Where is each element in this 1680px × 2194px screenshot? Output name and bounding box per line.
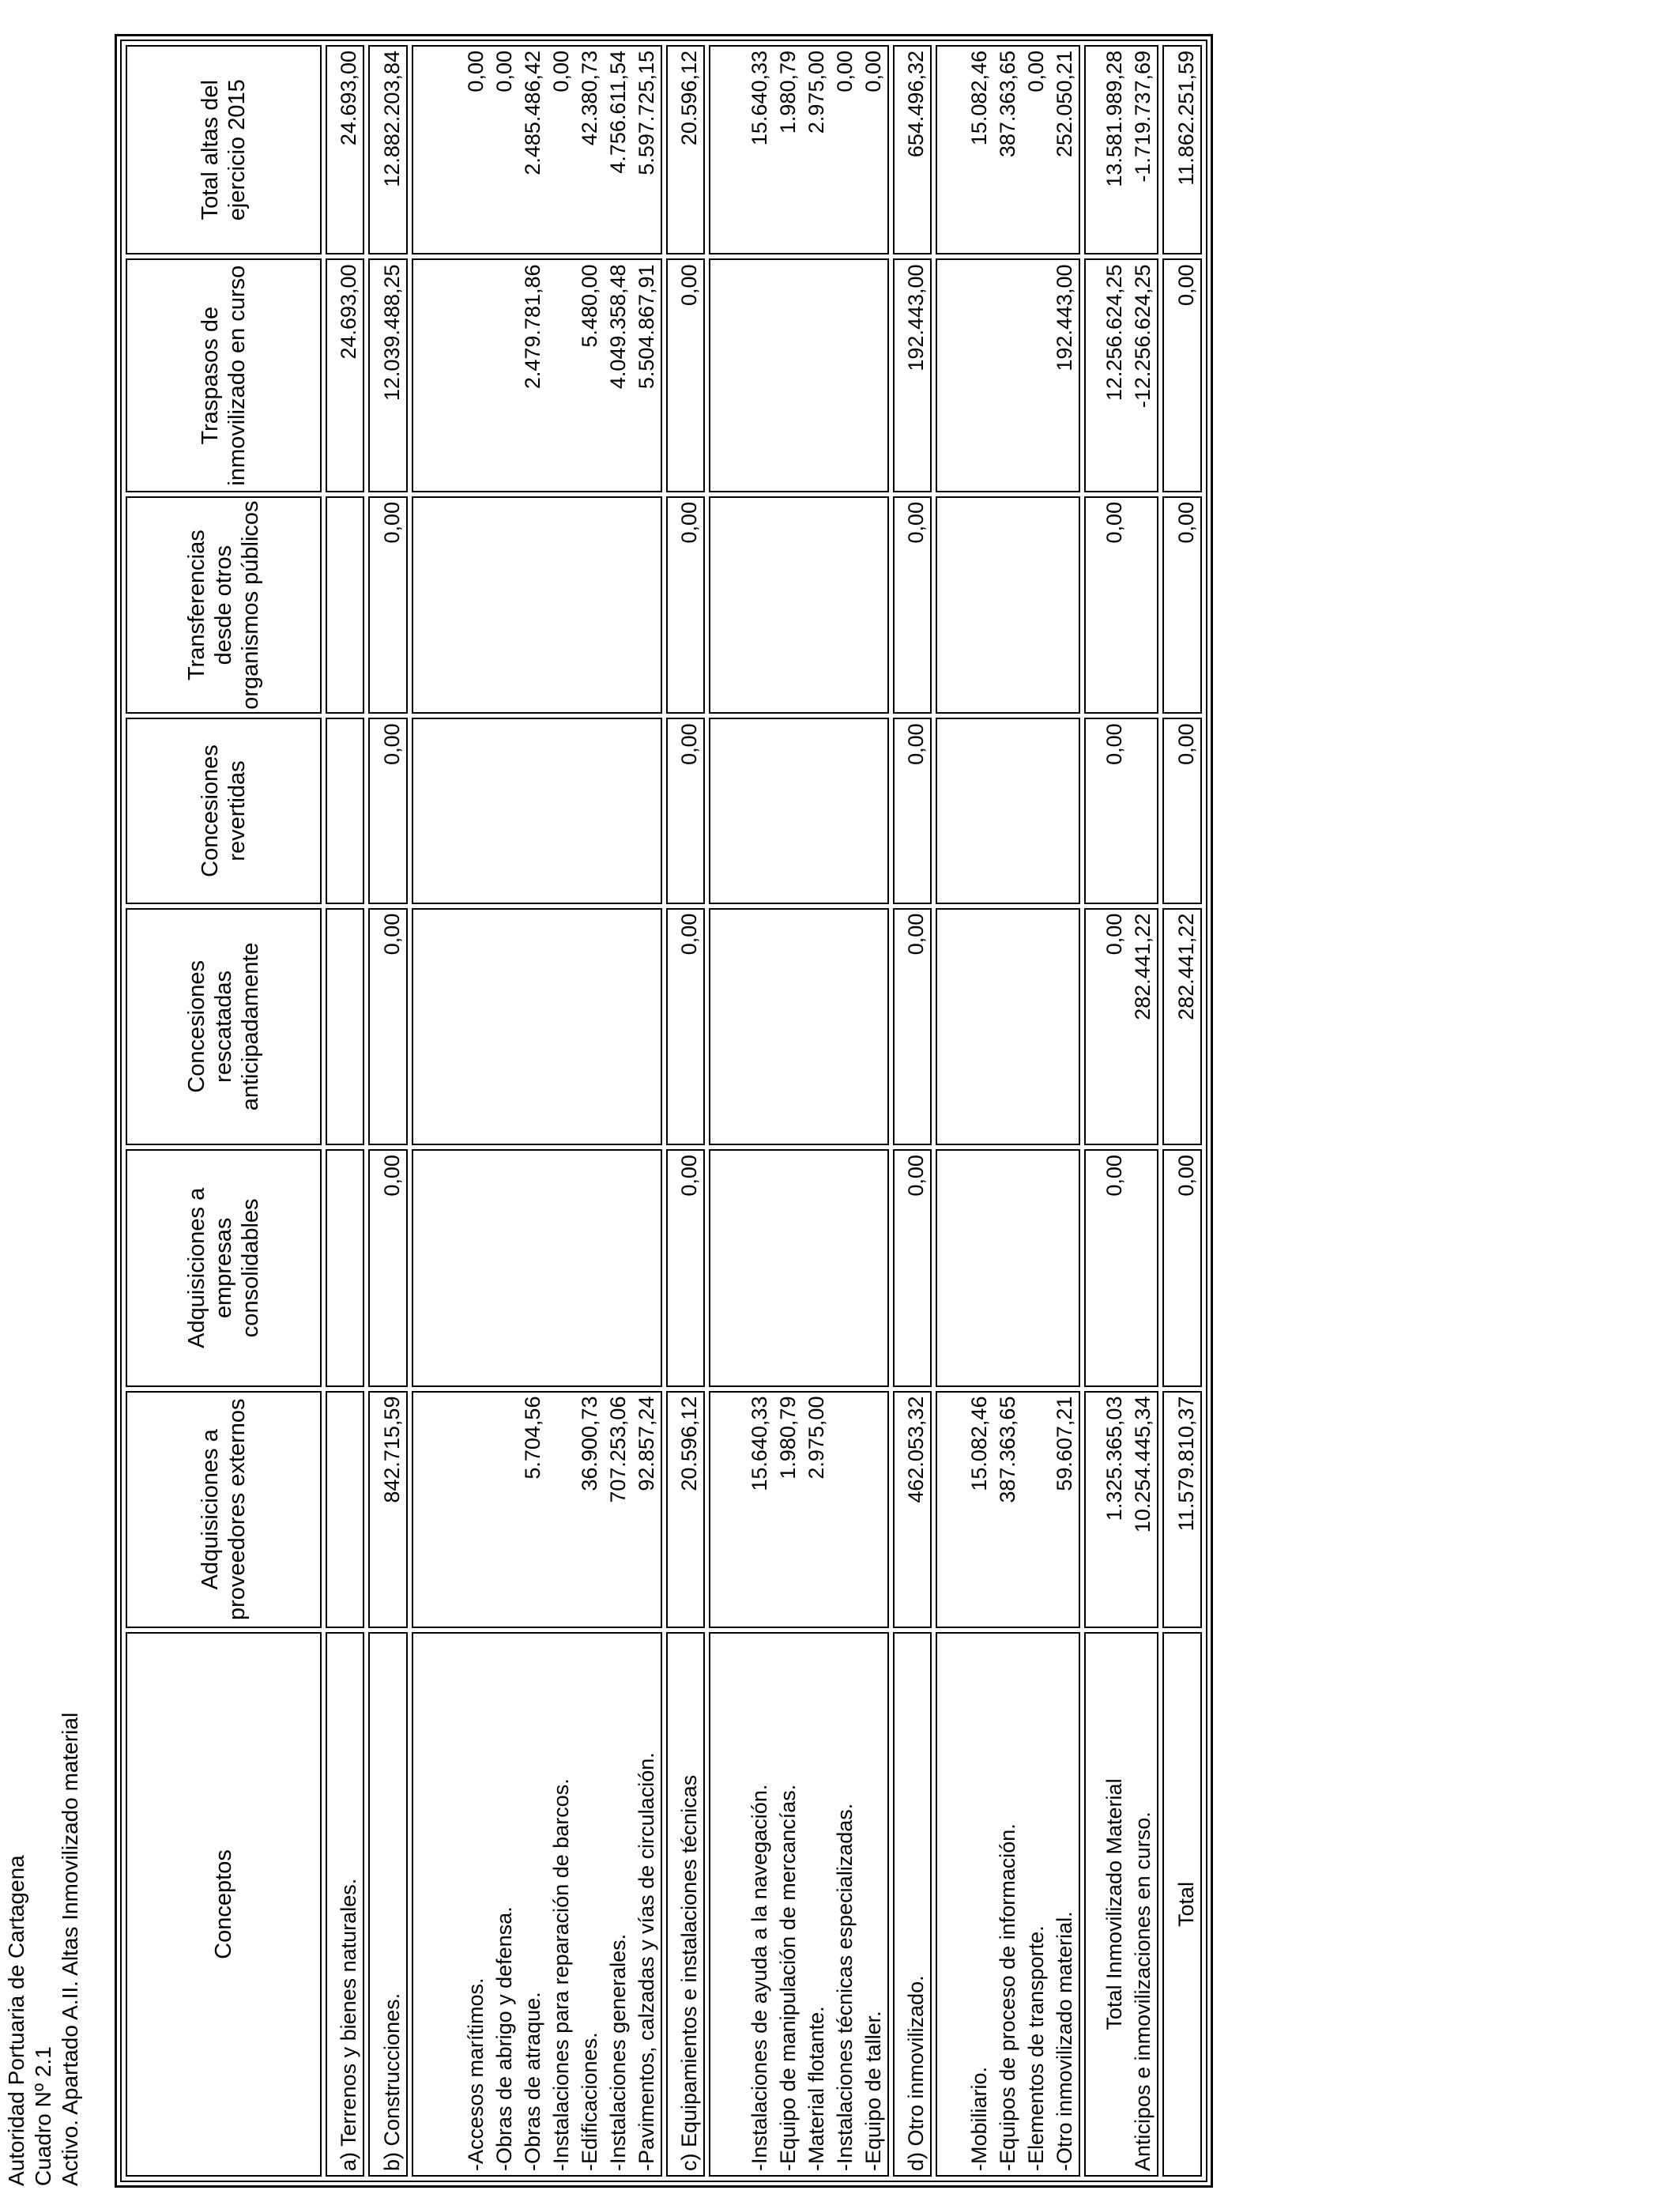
concept-label: -Mobiliario. [967, 2066, 992, 2171]
cell-value: 282.441,22 [1131, 913, 1155, 1020]
cell-value: 12.256.624,25 [1102, 264, 1127, 401]
cell-value: 4.756.611,54 [605, 51, 630, 174]
cell-total [936, 45, 1080, 254]
cell-value: 462.053,32 [904, 1396, 929, 1503]
concept-label: a) Terrenos y bienes naturales. [337, 1878, 361, 2171]
cell-transferencias [412, 496, 662, 714]
altas-table [122, 41, 1206, 2181]
cell-value: 0,00 [492, 51, 516, 92]
cell-value [802, 260, 831, 490]
cell-consolidables [1162, 1149, 1202, 1386]
cell-value [1128, 719, 1157, 902]
cell-value: 5.480,00 [577, 264, 601, 348]
cell-consolidables [1084, 1149, 1158, 1386]
table-row [368, 45, 407, 2177]
col-header-traspasos: Traspasos de inmovilizado en curso [126, 258, 322, 492]
cell-total [709, 45, 889, 254]
cell-concept [1162, 1632, 1202, 2177]
cell-value: 59.607,21 [1053, 1396, 1077, 1491]
cell-proveedores [666, 1391, 705, 1628]
cell-value [518, 719, 547, 902]
cell-rescatadas [709, 908, 889, 1145]
col-header-total-altas: Total altas del ejercicio 2015 [126, 45, 322, 254]
cell-value: 0,00 [1102, 1155, 1127, 1197]
cell-value [1128, 498, 1157, 712]
cell-total [1162, 45, 1202, 254]
cell-value [1022, 910, 1050, 1144]
cell-value [1128, 1151, 1157, 1385]
cell-value [490, 498, 518, 712]
cell-value: 5.504.867,91 [634, 264, 658, 390]
header-row [126, 45, 322, 2177]
cell-value: 252.050,21 [1053, 51, 1077, 158]
cell-proveedores [936, 1391, 1080, 1628]
cell-value [831, 1393, 859, 1627]
cell-value: 5.704,56 [520, 1396, 544, 1480]
cell-rescatadas [368, 908, 407, 1145]
concept-label: -Instalaciones para reparación de barcos. [548, 1778, 573, 2171]
cell-value: 0,00 [379, 913, 404, 956]
cell-value [1022, 260, 1050, 490]
cell-transferencias [368, 496, 407, 714]
cell-value [334, 910, 363, 1144]
cell-value [859, 498, 887, 712]
table-subtitle: Activo. Apartado A.II. Altas Inmovilizado material [58, 1712, 82, 2186]
cell-transferencias [666, 496, 705, 714]
cell-total [666, 45, 705, 254]
cell-value: 11.579.810,37 [1174, 1396, 1198, 1532]
cell-value [993, 260, 1022, 490]
cell-value: 192.443,00 [904, 264, 929, 371]
cell-value: 15.640,33 [747, 51, 771, 146]
cell-value: 15.082,46 [967, 1396, 992, 1491]
cell-value: 24.693,00 [337, 264, 361, 360]
concept-label: b) Construcciones. [379, 1992, 404, 2171]
concept-label: -Instalaciones generales. [605, 1933, 630, 2171]
cell-value: -1.719.737,69 [1131, 51, 1155, 183]
col-header-empresas-consolidables: Adquisiciones a empresas consolidables [126, 1149, 322, 1386]
cell-value [632, 910, 661, 1144]
cell-value [1022, 498, 1050, 712]
cell-value [490, 910, 518, 1144]
table-row [709, 45, 889, 2177]
cell-concept [1084, 1632, 1158, 2177]
cell-proveedores [1084, 1391, 1158, 1628]
cell-concept [368, 1632, 407, 2177]
cell-transferencias [1084, 496, 1158, 714]
organization-name: Autoridad Portuaria de Cartagena [4, 1855, 28, 2186]
cell-traspasos [412, 258, 662, 492]
concept-label: -Obras de atraque. [520, 1992, 544, 2171]
cell-value: 0,00 [1102, 501, 1127, 544]
cell-value [547, 1151, 575, 1385]
cell-value [547, 260, 575, 490]
cell-rescatadas [1084, 908, 1158, 1145]
cell-value: 0,00 [1174, 1155, 1198, 1197]
cell-value: 11.862.251,59 [1174, 51, 1198, 186]
concept-label: Total Inmovilizado Material [1102, 1778, 1127, 2030]
cell-consolidables [893, 1149, 932, 1386]
cell-revertidas [326, 718, 364, 903]
cell-value: 0,00 [1174, 264, 1198, 307]
cell-value [802, 1151, 831, 1385]
cell-consolidables [368, 1149, 407, 1386]
cell-value: 0,00 [677, 1155, 702, 1197]
cell-value: 15.082,46 [967, 51, 992, 146]
cell-transferencias [893, 496, 932, 714]
cell-value [859, 719, 887, 902]
cell-rescatadas [936, 908, 1080, 1145]
cell-value [575, 498, 604, 712]
cell-value: 0,00 [677, 264, 702, 307]
cell-value [802, 498, 831, 712]
cell-total [1084, 45, 1158, 254]
cell-revertidas [1084, 718, 1158, 903]
cell-value: 0,00 [1174, 723, 1198, 765]
cell-value [461, 1393, 490, 1627]
cell-value [965, 910, 993, 1144]
cell-value [774, 910, 802, 1144]
cell-value: 0,00 [548, 51, 573, 92]
cell-value [604, 910, 632, 1144]
cell-value [993, 1151, 1022, 1385]
col-header-proveedores-externos: Adquisiciones a proveedores externos [126, 1391, 322, 1628]
col-header-concesiones-revertidas: Concesiones revertidas [126, 718, 322, 903]
table-row [1162, 45, 1202, 2177]
cell-value [604, 719, 632, 902]
cell-value: 12.882.203,84 [379, 51, 404, 187]
cell-value [461, 260, 490, 490]
cell-consolidables [936, 1149, 1080, 1386]
cell-value: 1.980,79 [775, 1396, 800, 1480]
cell-value [547, 498, 575, 712]
cell-proveedores [412, 1391, 662, 1628]
cell-value: 0,00 [379, 1155, 404, 1197]
cell-value: 0,00 [904, 501, 929, 544]
cell-value [547, 1393, 575, 1627]
cell-value [993, 910, 1022, 1144]
cell-revertidas [893, 718, 932, 903]
cell-value [518, 910, 547, 1144]
cell-value [334, 498, 363, 712]
cell-value: 387.363,65 [996, 1396, 1020, 1503]
concept-label: -Equipos de proceso de información. [996, 1823, 1020, 2171]
cell-value: 4.049.358,48 [605, 264, 630, 390]
cell-value: 24.693,00 [337, 51, 361, 146]
cell-value [1022, 1151, 1050, 1385]
cell-consolidables [666, 1149, 705, 1386]
cell-value [802, 719, 831, 902]
cell-value [965, 260, 993, 490]
cell-consolidables [709, 1149, 889, 1386]
cell-value: 842.715,59 [379, 1396, 404, 1503]
cell-value [859, 910, 887, 1144]
cell-value: 0,00 [379, 501, 404, 544]
cell-value: 10.254.445,34 [1131, 1396, 1155, 1533]
cell-value [1022, 1393, 1050, 1627]
concept-label: c) Equipamientos e instalaciones técnicas [677, 1774, 702, 2171]
cell-value [334, 1393, 363, 1627]
cell-value: 0,00 [904, 723, 929, 765]
cell-traspasos [326, 258, 364, 492]
cell-revertidas [368, 718, 407, 903]
cell-value [575, 1151, 604, 1385]
cell-proveedores [368, 1391, 407, 1628]
cell-proveedores [893, 1391, 932, 1628]
cell-revertidas [412, 718, 662, 903]
cell-value: 0,00 [1102, 723, 1127, 765]
cell-revertidas [709, 718, 889, 903]
cell-value [632, 498, 661, 712]
cell-value [575, 910, 604, 1144]
cell-concept [936, 1632, 1080, 2177]
cell-traspasos [893, 258, 932, 492]
cell-value [831, 719, 859, 902]
concept-label: -Otro inmovilizado material. [1053, 1911, 1077, 2171]
concept-label: -Edificaciones. [577, 2032, 601, 2171]
cell-traspasos [1162, 258, 1202, 492]
cell-concept [709, 1632, 889, 2177]
cell-revertidas [936, 718, 1080, 903]
cell-value [859, 1151, 887, 1385]
concept-label: d) Otro inmovilizado. [904, 1975, 929, 2171]
cell-value [632, 1151, 661, 1385]
cell-value [490, 1151, 518, 1385]
table-row [893, 45, 932, 2177]
cell-value [632, 719, 661, 902]
table-number: Cuadro Nº 2.1 [31, 2046, 55, 2186]
cell-value [547, 719, 575, 902]
table-row [412, 45, 662, 2177]
cell-value: 92.857,24 [634, 1396, 658, 1491]
cell-value: 1.325.365,03 [1102, 1396, 1127, 1521]
cell-value: 20.596,12 [677, 51, 702, 146]
cell-value [774, 260, 802, 490]
cell-value [965, 498, 993, 712]
cell-value [604, 498, 632, 712]
cell-value [965, 719, 993, 902]
cell-value [604, 1151, 632, 1385]
cell-value: 0,00 [904, 913, 929, 956]
cell-value: 0,00 [677, 913, 702, 956]
cell-value [461, 1151, 490, 1385]
cell-rescatadas [326, 908, 364, 1145]
col-header-transferencias: Transferencias desde otros organismos públicos [126, 496, 322, 714]
cell-value: 15.640,33 [747, 1396, 771, 1491]
cell-traspasos [368, 258, 407, 492]
cell-transferencias [326, 496, 364, 714]
cell-value: 0,00 [677, 723, 702, 765]
cell-value: -12.256.624,25 [1131, 264, 1155, 409]
cell-value [461, 498, 490, 712]
cell-value [993, 498, 1022, 712]
cell-concept [893, 1632, 932, 2177]
cell-value [745, 1151, 774, 1385]
cell-value [547, 910, 575, 1144]
cell-value: 20.596,12 [677, 1396, 702, 1491]
cell-value [993, 719, 1022, 902]
cell-rescatadas [412, 908, 662, 1145]
cell-value: 2.479.781,86 [520, 264, 544, 390]
cell-value [334, 1151, 363, 1385]
cell-value [490, 260, 518, 490]
cell-value [745, 498, 774, 712]
cell-traspasos [936, 258, 1080, 492]
cell-value [859, 1393, 887, 1627]
cell-value [802, 910, 831, 1144]
cell-value [745, 910, 774, 1144]
cell-value: 0,00 [904, 1155, 929, 1197]
cell-value [831, 260, 859, 490]
cell-total [412, 45, 662, 254]
concept-label: -Obras de abrigo y defensa. [492, 1906, 516, 2171]
cell-value [461, 910, 490, 1144]
table-row [936, 45, 1080, 2177]
concept-label: -Material flotante. [804, 2006, 828, 2171]
cell-value: 0,00 [832, 51, 857, 92]
cell-value: 36.900,73 [577, 1396, 601, 1491]
cell-value: 12.039.488,25 [379, 264, 404, 401]
cell-value [1050, 910, 1079, 1144]
cell-value: 0,00 [1102, 913, 1127, 956]
cell-rescatadas [666, 908, 705, 1145]
cell-total [893, 45, 932, 254]
cell-value: 707.253,06 [605, 1396, 630, 1503]
cell-value: 2.975,00 [804, 1396, 828, 1480]
cell-value [1022, 719, 1050, 902]
cell-consolidables [326, 1149, 364, 1386]
cell-concept [412, 1632, 662, 2177]
cell-value [774, 1151, 802, 1385]
table-frame [115, 34, 1213, 2188]
cell-value: 2.485.486,42 [520, 51, 544, 175]
cell-value: 0,00 [1174, 501, 1198, 544]
cell-value: 654.496,32 [904, 51, 929, 158]
cell-transferencias [709, 496, 889, 714]
cell-value [831, 498, 859, 712]
cell-value [965, 1151, 993, 1385]
cell-value [831, 1151, 859, 1385]
col-header-concesiones-rescatadas: Concesiones rescatadas anticipadamente [126, 908, 322, 1145]
concept-label: -Instalaciones de ayuda a la navegación. [747, 1784, 771, 2171]
concept-label: Anticipos e inmovilizaciones en curso. [1131, 1811, 1155, 2171]
cell-rescatadas [893, 908, 932, 1145]
table-row [1084, 45, 1158, 2177]
concept-label: -Equipo de manipulación de mercancías. [775, 1784, 800, 2171]
cell-value: 387.363,65 [996, 51, 1020, 158]
cell-value [774, 719, 802, 902]
cell-transferencias [936, 496, 1080, 714]
cell-traspasos [666, 258, 705, 492]
cell-value [518, 1151, 547, 1385]
cell-rescatadas [1162, 908, 1202, 1145]
cell-value: 0,00 [677, 501, 702, 544]
cell-value [859, 260, 887, 490]
cell-proveedores [326, 1391, 364, 1628]
table-row [326, 45, 364, 2177]
cell-revertidas [666, 718, 705, 903]
cell-value: 2.975,00 [804, 51, 828, 134]
cell-value [774, 498, 802, 712]
cell-value [334, 719, 363, 902]
cell-total [326, 45, 364, 254]
cell-value: 42.380,73 [577, 51, 601, 146]
cell-value [490, 719, 518, 902]
col-header-conceptos: Conceptos [126, 1632, 322, 2177]
concept-label: -Equipo de taller. [861, 2011, 885, 2171]
table-body [326, 45, 1202, 2177]
cell-value [831, 910, 859, 1144]
cell-value [1050, 1151, 1079, 1385]
cell-transferencias [1162, 496, 1202, 714]
cell-value [745, 719, 774, 902]
cell-value [575, 719, 604, 902]
cell-value: 0,00 [463, 51, 488, 92]
concept-label: Total [1174, 1881, 1198, 1928]
cell-value: 192.443,00 [1053, 264, 1077, 371]
concept-label: -Elementos de transporte. [1024, 1925, 1049, 2171]
cell-proveedores [709, 1391, 889, 1628]
cell-value: 13.581.989,28 [1102, 51, 1127, 187]
cell-proveedores [1162, 1391, 1202, 1628]
cell-value: 0,00 [379, 723, 404, 765]
table-row [666, 45, 705, 2177]
concept-label: -Accesos marítimos. [463, 1977, 488, 2171]
cell-value [1050, 498, 1079, 712]
concept-label: -Instalaciones técnicas especializadas. [832, 1803, 857, 2171]
cell-value [745, 260, 774, 490]
cell-value: 282.441,22 [1174, 913, 1198, 1020]
cell-revertidas [1162, 718, 1202, 903]
cell-concept [666, 1632, 705, 2177]
cell-concept [326, 1632, 364, 2177]
cell-traspasos [709, 258, 889, 492]
cell-traspasos [1084, 258, 1158, 492]
cell-value [490, 1393, 518, 1627]
cell-value [1050, 719, 1079, 902]
cell-value [518, 498, 547, 712]
cell-value: 0,00 [861, 51, 885, 92]
concept-label: -Pavimentos, calzadas y vías de circulación. [634, 1752, 658, 2171]
cell-value: 0,00 [1024, 51, 1049, 92]
cell-value: 5.597.725,15 [634, 51, 658, 175]
cell-total [368, 45, 407, 254]
cell-value [461, 719, 490, 902]
cell-consolidables [412, 1149, 662, 1386]
cell-value: 1.980,79 [775, 51, 800, 134]
